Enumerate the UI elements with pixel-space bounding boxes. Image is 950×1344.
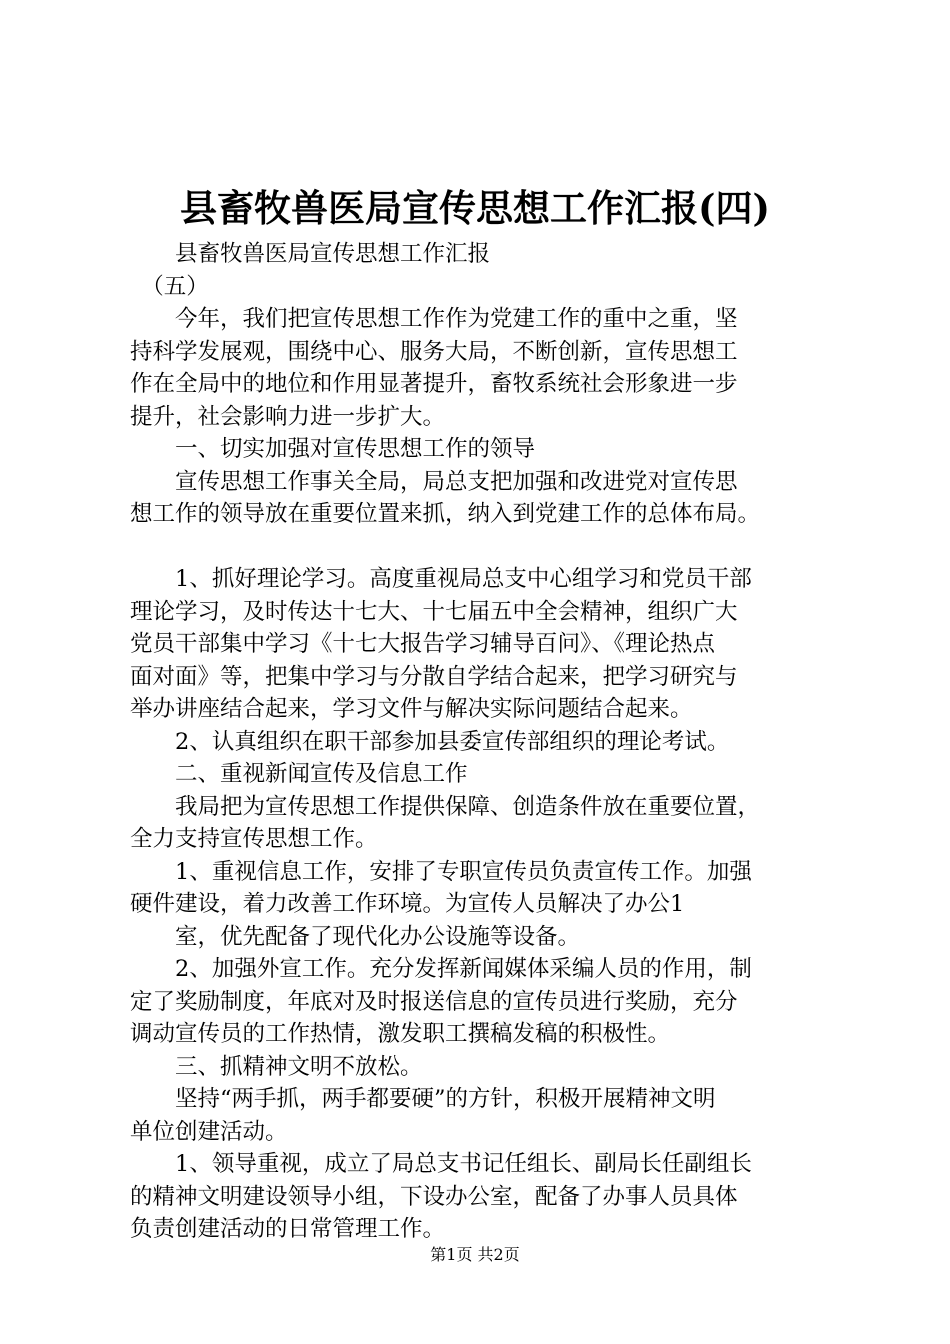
text-line: 调动宣传员的工作热情，激发职工撰稿发稿的积极性。	[130, 1021, 671, 1047]
text-line: 今年，我们把宣传思想工作作为党建工作的重中之重，坚	[130, 306, 738, 332]
paragraph-gap	[130, 531, 842, 564]
text-line: 2、认真组织在职干部参加县委宣传部组织的理论考试。	[130, 728, 730, 755]
text-line: 1、领导重视，成立了局总支书记任组长、副局长任副组长	[130, 1151, 752, 1177]
text-line: 硬件建设，着力改善工作环境。为宣传人员解决了办公1	[130, 891, 685, 917]
text-line: 室，优先配备了现代化办公设施等设备。	[130, 923, 581, 950]
text-line: 我局把为宣传思想工作提供保障、创造条件放在重要位置，	[130, 793, 761, 820]
text-line: 全力支持宣传思想工作。	[130, 826, 378, 852]
page-footer: 第1页 共2页	[430, 1245, 520, 1264]
text-line: 作在全局中的地位和作用显著提升，畜牧系统社会形象进一步	[130, 371, 738, 397]
text-line: 单位创建活动。	[130, 1118, 288, 1145]
text-line: 负责创建活动的日常管理工作。	[130, 1216, 446, 1242]
text-line: 宣传思想工作事关全局，局总支把加强和改进党对宣传思	[130, 468, 738, 495]
text-line: 1、抓好理论学习。高度重视局总支中心组学习和党员干部	[130, 566, 752, 592]
text-line: 2、加强外宣工作。充分发挥新闻媒体采编人员的作用，制	[130, 956, 752, 982]
text-line: 县畜牧兽医局宣传思想工作汇报	[130, 241, 491, 267]
text-line: （五）	[130, 273, 209, 300]
text-line: 二、重视新闻宣传及信息工作	[130, 761, 468, 787]
text-line: 提升，社会影响力进一步扩大。	[130, 403, 446, 430]
text-line: 的精神文明建设领导小组，下设办公室，配备了办事人员具体	[130, 1183, 738, 1210]
document-body	[130, 238, 842, 1246]
text-line: 三、抓精神文明不放松。	[130, 1053, 423, 1080]
text-line: 坚持“两手抓，两手都要硬”的方针，积极开展精神文明	[130, 1086, 716, 1112]
text-line: 持科学发展观，围绕中心、服务大局，不断创新，宣传思想工	[130, 338, 738, 365]
document-title: 县畜牧兽医局宣传思想工作汇报(四)	[179, 186, 770, 230]
text-line: 定了奖励制度，年底对及时报送信息的宣传员进行奖励，充分	[130, 988, 738, 1015]
text-line: 理论学习，及时传达十七大、十七届五中全会精神，组织广大	[130, 598, 738, 625]
text-line: 举办讲座结合起来，学习文件与解决实际问题结合起来。	[130, 696, 693, 722]
text-line: 想工作的领导放在重要位置来抓，纳入到党建工作的总体布局。	[130, 501, 761, 527]
text-line: 1、重视信息工作，安排了专职宣传员负责宣传工作。加强	[130, 858, 752, 885]
text-line: 面对面》等，把集中学习与分散自学结合起来，把学习研究与	[130, 663, 738, 690]
text-line: 党员干部集中学习《十七大报告学习辅导百问》、《理论热点	[130, 631, 716, 657]
text-line: 一、切实加强对宣传思想工作的领导	[130, 436, 536, 462]
